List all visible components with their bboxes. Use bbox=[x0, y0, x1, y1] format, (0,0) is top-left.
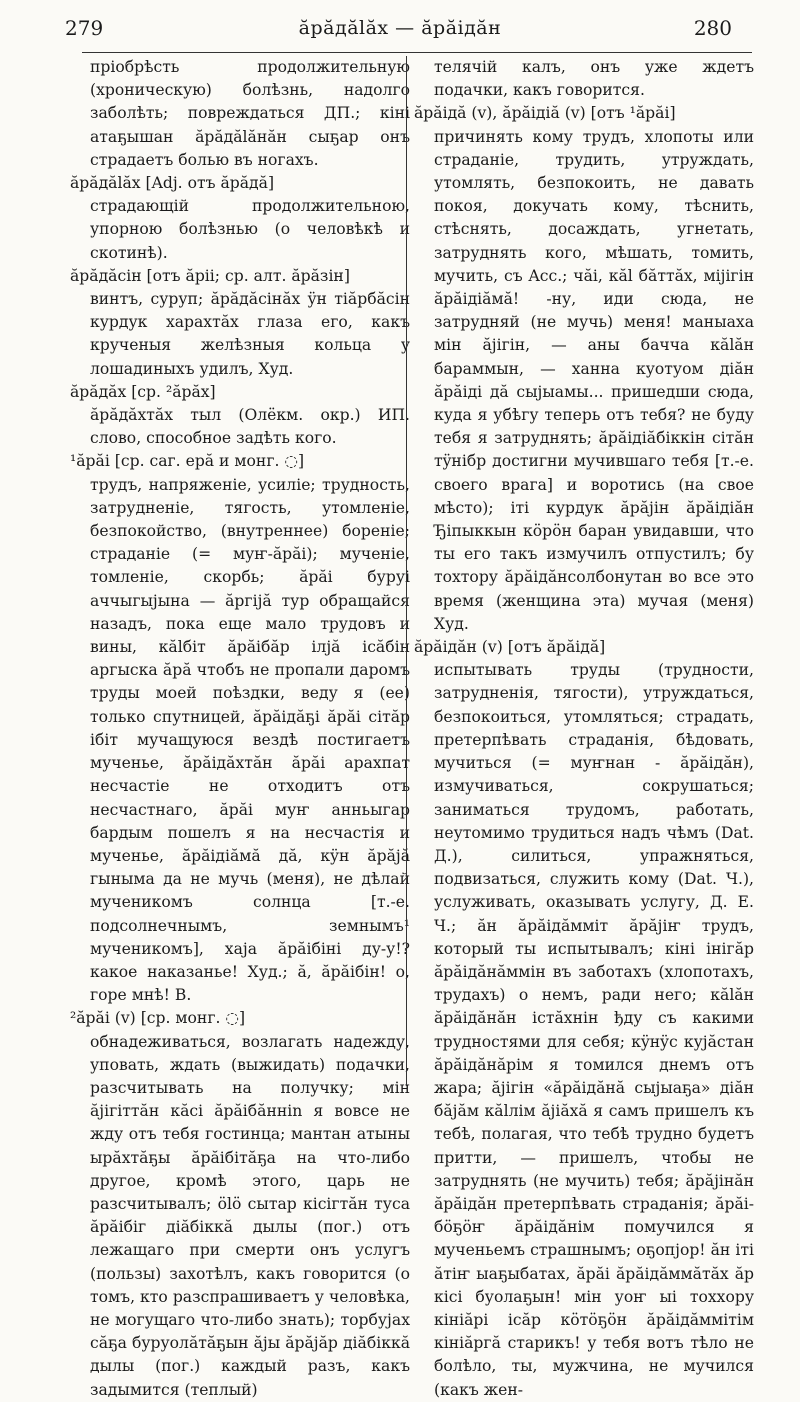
entry-definition: обнадеживаться, возлагать надежду, уповать, ждать (выжидать) подачки, разсчитывать на получку; мін ăjiгiттăн кăсi ăpăiбăнніn я вовсе не жду отъ тебя гостинца; мантан атыны ырăхтăҕы ăpăiбiтăҕа на что-либо другое, кромѣ этого, царь не разсчитывалъ; ölö сытар кісiгтăн туса ăpăiбiг дiăбiккă дылы (пог.) отъ лежащаго при смерти онъ услугъ (пользы) захотѣлъ, какъ говорится (о томъ, кто разспрашиваетъ у человѣка, не могущаго что-либо знать); торбујах сăҕа буруолăтăҕын ăjы ăpăјăр дiăбiккă дылы (пог.) каждый разъ, какъ задымится (теплый) bbox=[90, 1032, 410, 1399]
entry-continuation: пріобрѣсть продолжительную (хроническую) болѣзнь, надолго заболѣть; повреждаться ДП.; кіні атаҕышан ăpăдălăнăн сыҕар онъ страдаетъ болью въ ногахъ. bbox=[90, 58, 410, 169]
left-column bbox=[70, 56, 410, 1402]
entry-headword: ăpăiдăн (v) [отъ ăpăiдă] bbox=[414, 638, 606, 657]
running-title: ăpăдălăx — ăpăiдăн bbox=[298, 17, 502, 39]
entry-headword: ăpăдăсiн [отъ ăpii; ср. алт. ăpăзiн] bbox=[70, 266, 350, 285]
header-rule bbox=[82, 52, 752, 53]
entry-headword: ²ăpăi (v) [ср. монг. ◌] bbox=[70, 1009, 246, 1028]
entry-headword: ăpăдălăx [Adj. отъ ăpăдă] bbox=[70, 174, 275, 193]
entry-definition: ăpăдăхтăх тыл (Олёкм. окр.) ИП. слово, способное задѣть кого. bbox=[90, 406, 410, 448]
entry-definition: страдающій продолжительною, упорною болѣзнью (о человѣкѣ и скотинѣ). bbox=[90, 197, 410, 262]
right-column bbox=[414, 56, 754, 1402]
entry-headword: ăpăдăх [ср. ²ăpăх] bbox=[70, 382, 216, 401]
page-header bbox=[0, 0, 800, 44]
entry-definition: испытывать труды (трудности, затрудненія, тягости), утруждаться, безпокоиться, утомляться; страдать, претерпѣвать страданія, бѣдовать, мучиться (= муҥнан - ăpăiдăн), измучиваться, сокрушаться; заниматься трудомъ, работать, неутомимо трудиться надъ чѣмъ (Dat. Д.), силиться, упражняться, подвизаться, служить кому (Dat. Ч.), услуживать, оказывать услугу, Д. Е. Ч.; ăн ăpăiдăммiт ăpăјiҥ трудъ, который ты испытывалъ; кiнi iнiгăр ăpăiдăнăммiн въ заботахъ (хлопотахъ, трудахъ) о немъ, ради него; кălăн ăpăiдăнăн iстăхнiн ђду съ какими трудностями для себя; кÿнÿс кујăстан ăpăiдăнăрiм я томился днемъ отъ жара; ăјiгiн «ăpăiдăнă сыјыаҕа» дiăн бăјăм кălлiм ăјiăхă я самъ пришелъ къ тебѣ, полагая, что тебѣ трудно будетъ притти, — пришелъ, чтобы не затруднять (не мучить) тебя; ăpăјiнăн ăpăiдăн претерпѣвать страданія; ăpăi-бöҕöҥ ăpăiдăнiм помучился я мученьемъ страшнымъ; оҕопјор! ăн iтi ăтiҥ ыаҕыбатах, ăpăi ăpăiдăммăтăх ăр кiсi буолаҕын! мiн уоҥ ыi тоххору кiнiăрi iсăр кöтöҕöн ăpăiдăммiтiм кiнiăргă старикъ! у тебя вотъ тѣло не болѣло, ты, мужчина, не мучился (какъ жен- bbox=[434, 661, 754, 1399]
entry-definition: трудъ, напряженіе, усиліе; трудность, затрудненіе, тягость, утомленіе, безпокойство, (внутреннее) бореніе; страданіе (= муҥ-ăpăi); мученіе, томленіе, скорбь; ăpăi буруi аччыгыјына — ăргiјă тур обращайся назадъ, пока еще мало трудовъ и вины, кălбiт ăpăiбăр ілјă ісăбiн аргыска ăpă чтобъ не пропали даромъ труды моей поѣздки, веду я (ее) только спутницей, ăpăiдăҕi ăpăi ciтăр iбiт мучащуюся вездѣ постигаетъ мученье, ăpăiдăхтăн ăpăi арахпат несчастіе не отходитъ отъ несчастнаго, ăpăi муҥ анньыгар бардым пошелъ я на несчастія и мученье, ăpăiдiăмă дă, кÿн ăpăјă гыныма да не мучь (меня), не дѣлай мученикомъ солнца [т.-е. подсолнечнымъ, земнымъ¹ мученикомъ], хаја ăpăiбiнi ду-у!? какое наказанье! Худ.; ă, ăpăiбiн! о, горе мнѣ! В. bbox=[90, 475, 410, 1005]
column-divider bbox=[406, 56, 407, 1086]
entry-headword: ¹ăpăi [ср. саг. ерă и монг. ◌] bbox=[70, 452, 305, 471]
entry-definition: винтъ, суруп; ăpăдăсiнăх ÿн тiăpбăсiн курдук харахтăх глаза его, какъ крученыя желѣзныя кольца у лошадиныхъ удилъ, Худ. bbox=[90, 290, 410, 378]
entry-headword: ăpăiдă (v), ăpăiдiă (v) [отъ ¹ăpăi] bbox=[414, 104, 676, 123]
entry-definition: причинять кому трудъ, хлопоты или страданіе, трудить, утруждать, утомлять, безпокоить, не давать покоя, докучать кому, тѣснить, стѣснять, досаждать, угнетать, затруднять кого, мѣшать, томить, мучить, съ Acc.; чăi, кăl бăттăх, мiјiгiн ăpăiдiăмă! -ну, иди сюда, не затрудняй (не мучь) меня! маныаха мiн ăјiгiн, — аны бачча кălăн бараммын, — ханна куотуом дiăн ăpăiдi дă сыјыамы... пришедши сюда, куда я убѣгу теперь отъ тебя? не буду тебя я затруднять; ăpăiдiăбiккiн сiтăн тÿнiбр достигни мучившаго тебя [т.-е. своего врага] и воротись (на свое мѣсто); iтi курдук ăpăјiн ăpăiдiăн Ђiпыккын кöрöн баран увидавши, что ты его такъ измучилъ отпустилъ; бу тохтору ăpăiдăнсолбонутан во все это время (женщина эта) мучая (меня) Худ. bbox=[434, 127, 754, 633]
entry-continuation: телячій калъ, онъ уже ждетъ подачки, какъ говорится. bbox=[434, 58, 754, 100]
page-number-left: 279 bbox=[65, 16, 104, 40]
page-number-right: 280 bbox=[693, 16, 732, 40]
